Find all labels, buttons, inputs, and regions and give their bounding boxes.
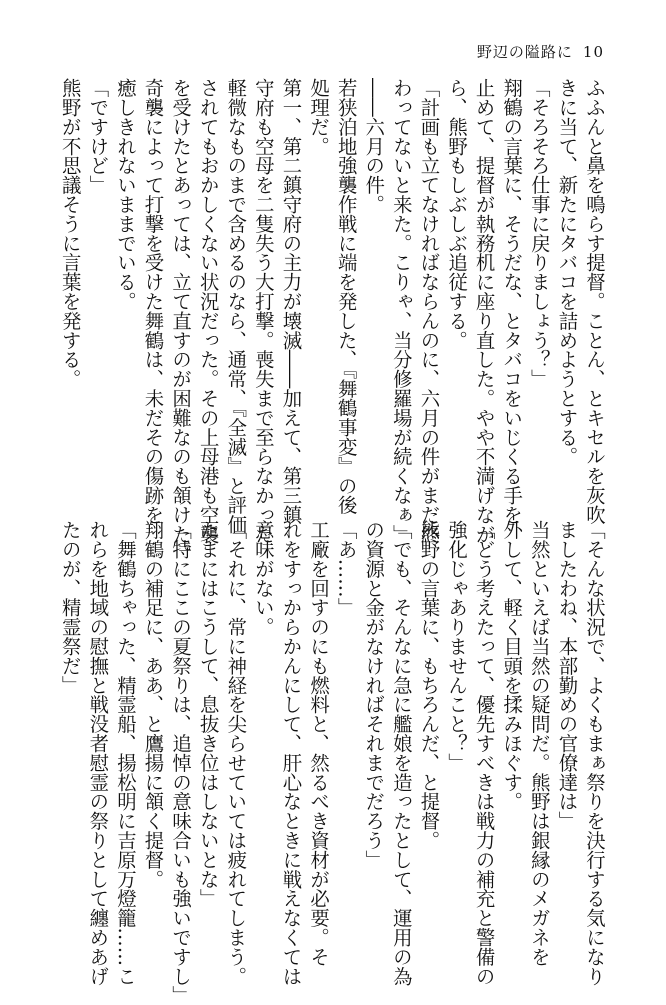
text-line: 強化じゃありませんこと？」 [445,520,469,773]
text-block-bottom [56,520,608,1005]
running-header [477,41,604,62]
text-line: 軽微なものまで含めるのなら、通常、『全滅』と評価 [224,78,248,534]
text-line: たまにはこうして、息抜き位はしないとな」 [196,520,220,908]
text-line: 「それに、常に神経を尖らせていては疲れてしまう。 [224,520,248,986]
text-line: 「そんな状況で、よくもまぁ祭りを決行する気になり [583,520,606,986]
text-line: されてもおかしくない状況だった。その上母港も空襲 [196,78,220,544]
text-line: 「そろそろ仕事に戻りましょう？」 [527,78,551,389]
text-block-top [56,78,608,563]
text-line: 熊野が不思議そうに言葉を発する。 [58,78,82,389]
text-line: 当然といえば当然の疑問だ。熊野は銀縁のメガネを [527,520,551,967]
text-line: きに当て、新たにタバコを詰めようとする。 [555,78,579,466]
text-line: たのが、精霊祭だ」 [58,520,82,695]
text-line: 工廠を回すのにも燃料と、然るべき資材が必要。そ [307,520,331,967]
text-line: 「どう考えたって、優先すべきは戦力の補充と警備の [472,520,496,986]
text-line: 翔鶴の言葉に、そうだな、とタバコをいじくる手を [500,78,524,525]
text-line: れらを地域の慰撫と戦没者慰霊の祭りとして纏めあげ [86,520,110,986]
text-line: 守府も空母を二隻失う大打撃。喪失まで至らなかった [251,78,275,544]
text-line: 若狭泊地強襲作戦に端を発した、『舞鶴事変』の後 [334,78,358,515]
text-line: 止めて、提督が執務机に座り直した。やや不満げなが [472,78,496,544]
text-line: ら、熊野もしぶしぶ追従する。 [445,78,469,350]
text-line: 「舞鶴ちゃった、精霊船、揚松明に吉原万燈籠……こ [113,520,137,986]
page-number: 10 [582,43,604,61]
text-line: を受けたとあっては、立て直すのが困難なのも頷けた。 [169,78,193,563]
text-line: ましたわね、本部勤めの官僚達は」 [555,520,579,831]
text-line: 意味がない。 [251,520,275,637]
text-line: 「特にここの夏祭りは、追悼の意味合いも強いですし」 [169,520,193,1005]
text-line: ――六月の件。 [362,78,386,214]
text-line: 「ですけど」 [86,78,110,195]
chapter-title: 野辺の隘路に [476,43,573,61]
text-line: 「計画も立てなければならんのに、六月の件がまだ終 [417,78,441,544]
text-line: 外して、軽く目頭を揉みほぐす。 [500,520,524,811]
text-line: 処理だ。 [307,78,331,156]
text-line: 奇襲によって打撃を受けた舞鶴は、未だその傷跡を [141,78,165,525]
text-line: 「でも、そんなに急に艦娘を造ったとして、運用の為 [389,520,413,986]
text-line: れをすっからかんにして、肝心なときに戦えなくては [279,520,303,986]
text-line: 熊野の言葉に、もちろんだ、と提督。 [417,520,441,850]
text-line: 第一、第二鎮守府の主力が壊滅――加えて、第三鎮 [279,78,303,525]
text-line: の資源と金がなければそれまでだろう」 [362,520,386,870]
text-line: 癒しきれないままでいる。 [113,78,137,311]
text-line: 翔鶴の補足に、ああ、と鷹揚に頷く提督。 [141,520,165,889]
text-line: わってないと来た。こりゃ、当分修羅場が続くなぁ」 [389,78,413,544]
text-line: ふふんと鼻を鳴らす提督。ことん、とキセルを灰吹 [583,78,606,525]
text-line: 「あ……」 [334,520,358,617]
